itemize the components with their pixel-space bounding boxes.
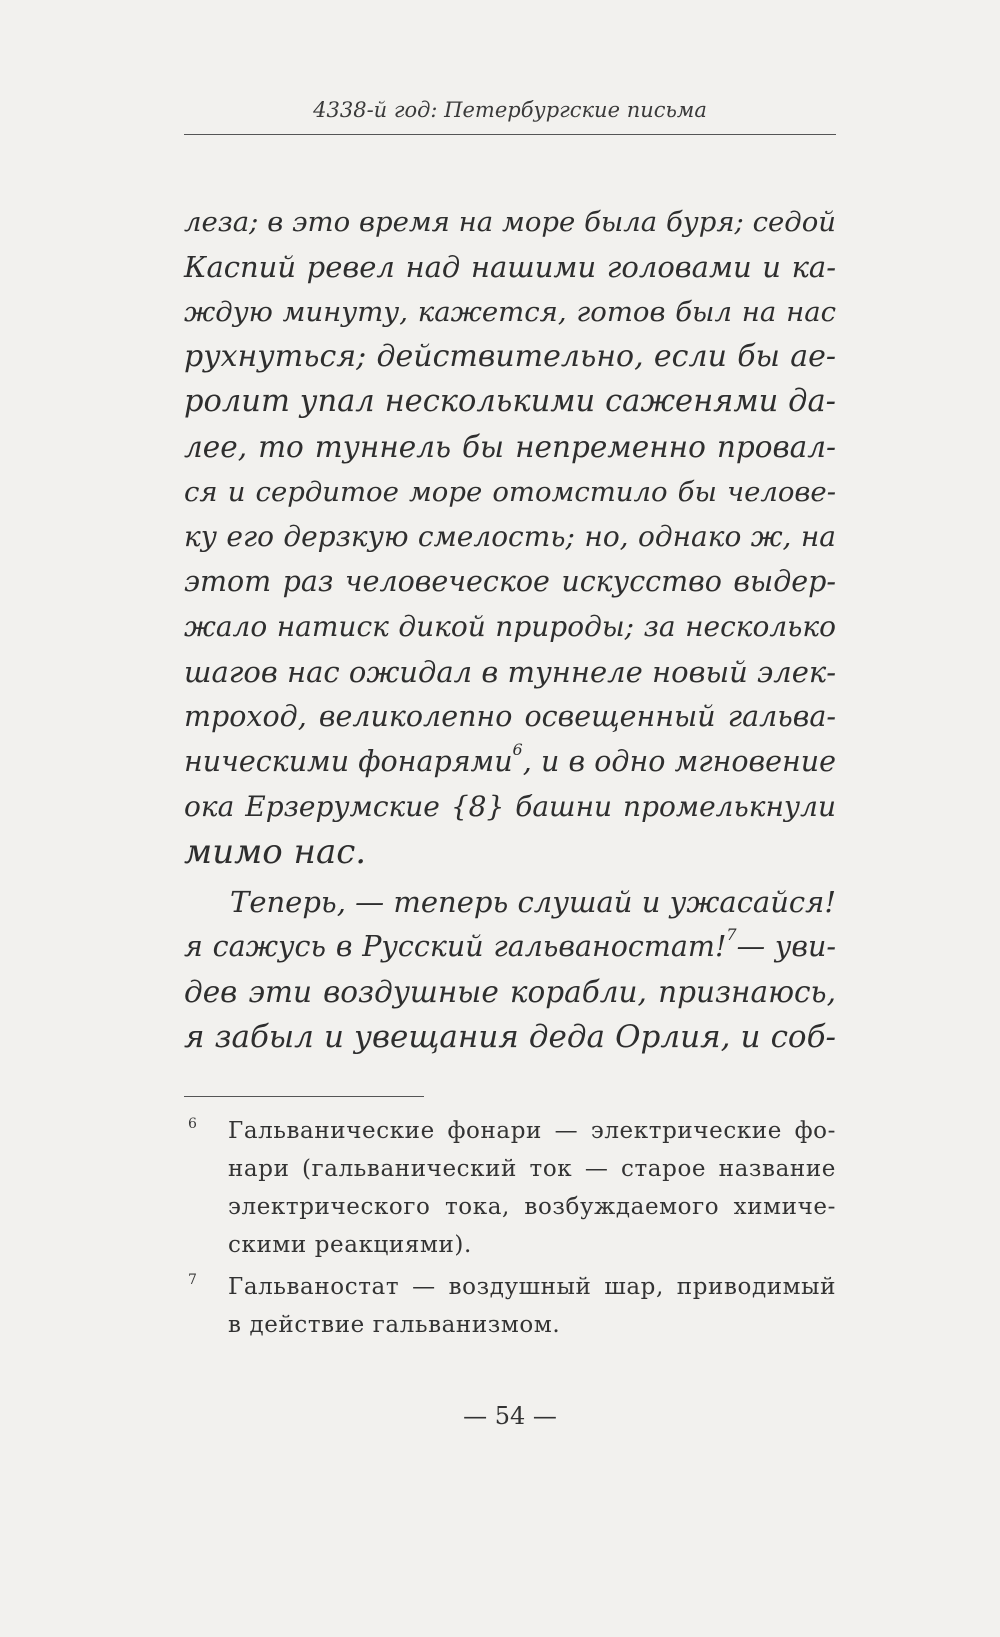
text-line: леза; в это время на море была буря; седой <box>184 206 836 238</box>
footnote-reference[interactable]: 7 <box>726 925 737 944</box>
text-line: дев эти воздушные корабли, признаюсь, <box>184 975 836 1009</box>
text-line: Каспий ревел над нашими головами и ка- <box>184 250 836 284</box>
text-line: троход, великолепно освещенный гальва- <box>184 700 836 733</box>
text-line: ролит упал несколькими саженями да- <box>184 384 836 419</box>
text-line: лее, то туннель бы непременно провал- <box>184 430 836 464</box>
text-segment: я сажусь в Русский гальваностат! <box>184 930 727 963</box>
text-line: шагов нас ожидал в туннеле новый элек- <box>184 655 836 689</box>
text-segment: ническими фонарями <box>184 745 513 778</box>
text-line: рухнуться; действительно, если бы ае- <box>184 339 836 374</box>
text-segment: , и в одно мгновение <box>522 745 836 778</box>
text-line: я забыл и увещания деда Орлия, и соб- <box>184 1019 836 1055</box>
text-line: этот раз человеческое искусство выдер- <box>184 565 836 598</box>
text-line: ока Ерзерумские {8} башни промелькнули <box>184 790 836 823</box>
footnote-number: 6 <box>188 1116 197 1132</box>
text-line <box>184 925 836 969</box>
page-number: — 54 — <box>463 1402 557 1430</box>
footnote-line: электрического тока, возбуждаемого химиче- <box>228 1194 836 1220</box>
text-line <box>184 740 836 784</box>
footnote-line: Гальваностат — воздушный шар, приводимый <box>228 1274 836 1300</box>
footnote-line: Гальванические фонари — электрические фо- <box>228 1118 836 1144</box>
text-line: Теперь, — теперь слушай и ужасайся! <box>230 885 836 919</box>
text-line: ку его дерзкую смелость; но, однако ж, на <box>184 520 836 553</box>
text-line: ся и сердитое море отомстило бы челове- <box>184 476 836 508</box>
running-head: 4338-й год: Петербургские письма <box>313 98 707 122</box>
footnote-rule <box>184 1096 424 1097</box>
footnote-reference[interactable]: 6 <box>512 740 523 759</box>
footnote-number: 7 <box>188 1272 197 1288</box>
footnote-line: скими реакциями). <box>228 1232 472 1258</box>
header-rule <box>184 134 836 135</box>
text-segment: — уви- <box>736 930 836 963</box>
text-line: жало натиск дикой природы; за несколько <box>184 610 836 643</box>
footnote-line: в действие гальванизмом. <box>228 1312 561 1338</box>
text-line: мимо нас. <box>184 832 367 872</box>
footnote-line: нари (гальванический ток — старое название <box>228 1156 836 1182</box>
text-line: ждую минуту, кажется, готов был на нас <box>184 296 836 328</box>
